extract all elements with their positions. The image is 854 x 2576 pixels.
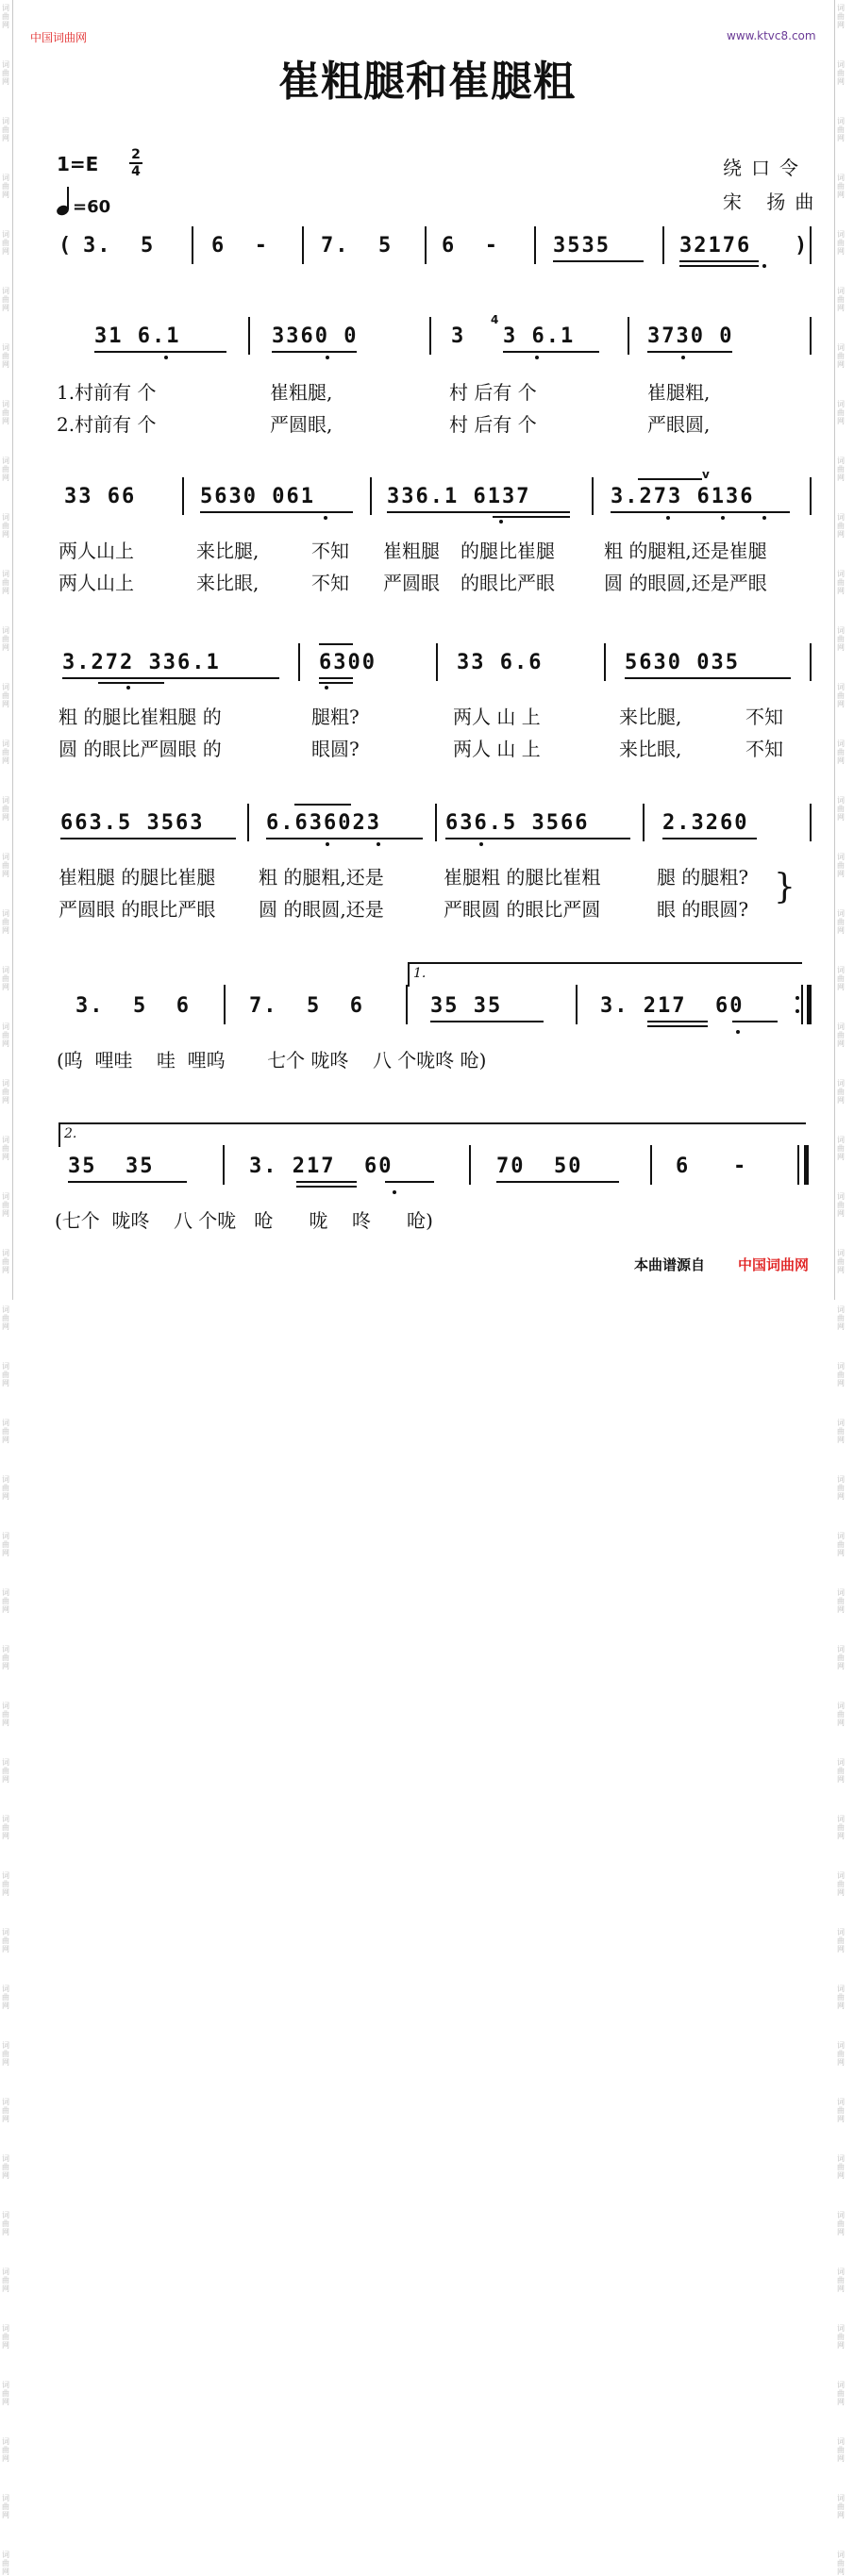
row5-lyric2-d: 眼 的眼圆? — [657, 898, 749, 921]
row2-measure-1: 31 6.1 — [94, 324, 181, 348]
row2-lyric2-c: 村 后有 个 — [449, 413, 537, 436]
watermark-glyph-group: 词 曲 网 — [837, 2268, 845, 2293]
row3-lyric2-c: 不知 — [311, 572, 349, 594]
watermark-glyph-group: 词 曲 网 — [2, 1249, 9, 1274]
watermark-glyph-group: 词 曲 网 — [837, 457, 845, 482]
watermark-glyph-group: 词 曲 网 — [837, 2437, 845, 2463]
watermark-glyph-group: 词 曲 网 — [2, 1702, 9, 1727]
row2-lyric1-b: 崔粗腿, — [270, 381, 333, 404]
watermark-glyph-group: 词 曲 网 — [2, 1532, 9, 1557]
watermark-glyph-group: 词 曲 网 — [837, 683, 845, 708]
row3-lyric1-d: 崔粗腿 — [383, 540, 440, 562]
watermark-glyph-group: 词 曲 网 — [2, 2551, 9, 2576]
watermark-glyph-group: 词 曲 网 — [2, 740, 9, 765]
watermark-glyph-group: 词 曲 网 — [2, 1758, 9, 1784]
row5-lyric2-b: 圆 的眼圆,还是 — [259, 898, 384, 921]
watermark-glyph-group: 词 曲 网 — [837, 626, 845, 652]
row7-measure-2: 3. 217 60 — [249, 1155, 394, 1178]
row3-lyric1-f: 粗 的腿粗,还是崔腿 — [604, 540, 767, 562]
key-signature: 1=E — [57, 153, 99, 175]
row4-lyric1-b: 腿粗? — [311, 706, 360, 728]
watermark-glyph-group: 词 曲 网 — [2, 2041, 9, 2067]
song-title: 崔粗腿和崔腿粗 — [278, 58, 576, 106]
watermark-glyph-group: 词 曲 网 — [2, 1985, 9, 2010]
row7-measure-3: 70 50 — [496, 1155, 583, 1178]
row2-lyric1-c: 村 后有 个 — [449, 381, 537, 404]
row5-lyric2-c: 严眼圆 的眼比严圆 — [444, 898, 601, 921]
watermark-glyph-group: 词 曲 网 — [2, 626, 9, 652]
grace-note: 4 — [491, 313, 499, 326]
watermark-glyph-group: 词 曲 网 — [2, 909, 9, 935]
row7-measure-4: 6 - — [676, 1155, 748, 1178]
watermark-glyph-group: 词 曲 网 — [2, 1136, 9, 1161]
row6-measure-1: 3. 5 6 — [75, 994, 191, 1018]
watermark-glyph-group: 词 曲 网 — [837, 343, 845, 369]
watermark-glyph-group: 词 曲 网 — [2, 230, 9, 256]
row3-lyric2-e: 的眼比严眼 — [460, 572, 555, 594]
watermark-glyph-group: 词 曲 网 — [837, 2098, 845, 2123]
watermark-glyph-group: 词 曲 网 — [837, 2381, 845, 2406]
watermark-glyph-group: 词 曲 网 — [837, 1475, 845, 1501]
row4-lyric2-d: 来比眼, — [619, 738, 682, 760]
watermark-glyph-group: 词 曲 网 — [2, 796, 9, 822]
time-signature — [129, 148, 142, 178]
volta-label-2: 2. — [64, 1126, 77, 1141]
watermark-glyph-group: 词 曲 网 — [2, 1192, 9, 1218]
row2-lyric2-b: 严圆眼, — [270, 413, 333, 436]
watermark-glyph-group: 词 曲 网 — [837, 1192, 845, 1218]
row3-measure-1: 33 66 — [64, 485, 137, 508]
watermark-glyph-group: 词 曲 网 — [837, 4, 845, 29]
row5-measure-2: 6.636023 — [266, 811, 381, 835]
watermark-glyph-group: 词 曲 网 — [837, 1702, 845, 1727]
time-top: 2 — [131, 147, 141, 162]
watermark-glyph-group: 词 曲 网 — [2, 853, 9, 878]
watermark-glyph-group: 词 曲 网 — [2, 60, 9, 86]
row3-measure-4: 3.273 6136 — [611, 485, 755, 508]
tempo-marking — [57, 187, 110, 217]
volta-bracket-1 — [408, 962, 802, 987]
watermark-glyph-group: 词 曲 网 — [837, 1362, 845, 1388]
right-watermark-strip — [834, 0, 846, 2576]
site-name-top-left: 中国词曲网 — [30, 31, 88, 44]
watermark-glyph-group: 词 曲 网 — [837, 513, 845, 539]
watermark-glyph-group: 词 曲 网 — [2, 2098, 9, 2123]
watermark-glyph-group: 词 曲 网 — [837, 1079, 845, 1105]
watermark-glyph-group: 词 曲 网 — [2, 117, 9, 142]
left-watermark-strip — [0, 0, 11, 2576]
watermark-glyph-group: 词 曲 网 — [837, 2494, 845, 2519]
watermark-glyph-group: 词 曲 网 — [837, 1815, 845, 1840]
watermark-glyph-group: 词 曲 网 — [837, 230, 845, 256]
watermark-glyph-group: 词 曲 网 — [2, 513, 9, 539]
watermark-glyph-group: 词 曲 网 — [2, 1645, 9, 1670]
watermark-glyph-group: 词 曲 网 — [2, 287, 9, 312]
intro-close-paren: ) — [795, 234, 810, 258]
watermark-glyph-group: 词 曲 网 — [2, 966, 9, 991]
watermark-glyph-group: 词 曲 网 — [2, 2381, 9, 2406]
row3-lyric2-a: 两人山上 — [59, 572, 134, 594]
watermark-glyph-group: 词 曲 网 — [837, 1419, 845, 1444]
breath-mark: v — [702, 468, 710, 481]
row4-lyric2-b: 眼圆? — [311, 738, 360, 760]
row3-lyric1-a: 两人山上 — [59, 540, 134, 562]
row5-lyric2-a: 严圆眼 的眼比严眼 — [59, 898, 216, 921]
watermark-glyph-group: 词 曲 网 — [2, 457, 9, 482]
intro-measure-2: 6 - — [211, 234, 269, 258]
row7-lyric: (七个 咙咚 八 个咙 呛 咙 咚 呛) — [55, 1209, 433, 1232]
row6-measure-2: 7. 5 6 — [249, 994, 364, 1018]
watermark-glyph-group: 词 曲 网 — [2, 1362, 9, 1388]
row2-lyric2-a: 2.村前有 个 — [57, 413, 157, 436]
watermark-glyph-group: 词 曲 网 — [837, 2211, 845, 2236]
watermark-glyph-group: 词 曲 网 — [2, 1305, 9, 1331]
watermark-glyph-group: 词 曲 网 — [837, 1645, 845, 1670]
row2-lyric1-d: 崔腿粗, — [647, 381, 711, 404]
row2-lyric1-a: 1.村前有 个 — [57, 381, 157, 404]
watermark-glyph-group: 词 曲 网 — [2, 1419, 9, 1444]
watermark-glyph-group: 词 曲 网 — [2, 2268, 9, 2293]
intro-open-paren: ( — [59, 234, 74, 258]
row3-measure-3: 336.1 6137 — [387, 485, 531, 508]
watermark-glyph-group: 词 曲 网 — [2, 570, 9, 595]
row3-measure-2: 5630 061 — [200, 485, 315, 508]
row4-measure-4: 5630 035 — [625, 651, 740, 674]
intro-measure-5: 3535 — [553, 234, 611, 258]
row4-measure-2: 6300 — [319, 651, 377, 674]
watermark-glyph-group: 词 曲 网 — [837, 1985, 845, 2010]
time-bottom: 4 — [131, 164, 141, 179]
row2-lyric2-d: 严眼圆, — [647, 413, 711, 436]
row3-lyric1-c: 不知 — [311, 540, 349, 562]
watermark-glyph-group: 词 曲 网 — [837, 400, 845, 425]
row5-lyric1-c: 崔腿粗 的腿比崔粗 — [444, 866, 601, 889]
watermark-glyph-group: 词 曲 网 — [837, 1588, 845, 1614]
watermark-glyph-group: 词 曲 网 — [837, 853, 845, 878]
watermark-glyph-group: 词 曲 网 — [2, 4, 9, 29]
footer-source-label: 本曲谱源自 — [634, 1256, 706, 1273]
watermark-glyph-group: 词 曲 网 — [837, 796, 845, 822]
row4-lyric2-a: 圆 的眼比严圆眼 的 — [59, 738, 222, 760]
watermark-glyph-group: 词 曲 网 — [837, 2154, 845, 2180]
watermark-glyph-group: 词 曲 网 — [837, 117, 845, 142]
row4-lyric1-a: 粗 的腿比崔粗腿 的 — [59, 706, 222, 728]
row6-lyric: (呜 哩哇 哇 哩呜 七个 咙咚 八 个咙咚 呛) — [57, 1049, 487, 1072]
watermark-glyph-group: 词 曲 网 — [2, 1022, 9, 1048]
watermark-glyph-group: 词 曲 网 — [837, 570, 845, 595]
watermark-glyph-group: 词 曲 网 — [837, 2041, 845, 2067]
row3-lyric1-e: 的腿比崔腿 — [460, 540, 555, 562]
row4-lyric1-d: 来比腿, — [619, 706, 682, 728]
watermark-glyph-group: 词 曲 网 — [837, 966, 845, 991]
intro-measure-6: 32176 — [679, 234, 752, 258]
watermark-glyph-group: 词 曲 网 — [2, 683, 9, 708]
footer-site-name: 中国词曲网 — [738, 1256, 810, 1273]
row5-lyric1-d: 腿 的腿粗? — [657, 866, 749, 889]
watermark-glyph-group: 词 曲 网 — [837, 174, 845, 199]
site-url-top-right: www.ktvc8.com — [727, 29, 816, 42]
row3-lyric2-f: 圆 的眼圆,还是严眼 — [604, 572, 767, 594]
volta-bracket-2 — [59, 1122, 806, 1147]
watermark-glyph-group: 词 曲 网 — [837, 1249, 845, 1274]
watermark-glyph-group: 词 曲 网 — [2, 1475, 9, 1501]
watermark-glyph-group: 词 曲 网 — [2, 343, 9, 369]
row5-measure-3: 636.5 3566 — [445, 811, 590, 835]
row6-measure-4: 3. 217 60 — [600, 994, 745, 1018]
watermark-glyph-group: 词 曲 网 — [837, 1022, 845, 1048]
watermark-glyph-group: 词 曲 网 — [2, 174, 9, 199]
watermark-glyph-group: 词 曲 网 — [2, 2494, 9, 2519]
watermark-glyph-group: 词 曲 网 — [837, 1758, 845, 1784]
watermark-glyph-group: 词 曲 网 — [2, 2437, 9, 2463]
watermark-glyph-group: 词 曲 网 — [2, 2211, 9, 2236]
intro-measure-3: 7. 5 — [321, 234, 394, 258]
row3-lyric2-b: 来比眼, — [196, 572, 260, 594]
lyric-brace: } — [774, 868, 795, 906]
watermark-glyph-group: 词 曲 网 — [837, 1532, 845, 1557]
watermark-glyph-group: 词 曲 网 — [837, 2324, 845, 2350]
watermark-glyph-group: 词 曲 网 — [2, 400, 9, 425]
row5-lyric1-b: 粗 的腿粗,还是 — [259, 866, 384, 889]
row6-measure-3: 35 35 — [430, 994, 503, 1018]
watermark-glyph-group: 词 曲 网 — [2, 1871, 9, 1897]
row3-lyric1-b: 来比腿, — [196, 540, 260, 562]
watermark-glyph-group: 词 曲 网 — [2, 1079, 9, 1105]
watermark-glyph-group: 词 曲 网 — [837, 1928, 845, 1953]
watermark-glyph-group: 词 曲 网 — [837, 287, 845, 312]
row4-lyric2-c: 两人 山 上 — [453, 738, 541, 760]
row4-lyric2-e: 不知 — [745, 738, 783, 760]
watermark-glyph-group: 词 曲 网 — [837, 60, 845, 86]
row4-lyric1-c: 两人 山 上 — [453, 706, 541, 728]
intro-measure-1: 3. 5 — [83, 234, 156, 258]
row2-measure-4: 3730 0 — [647, 324, 734, 348]
row4-measure-1: 3.272 336.1 — [62, 651, 221, 674]
watermark-glyph-group: 词 曲 网 — [837, 1305, 845, 1331]
intro-measure-4: 6 - — [442, 234, 499, 258]
watermark-glyph-group: 词 曲 网 — [837, 909, 845, 935]
watermark-glyph-group: 词 曲 网 — [2, 1815, 9, 1840]
row5-lyric1-a: 崔粗腿 的腿比崔腿 — [59, 866, 216, 889]
row7-measure-1: 35 35 — [68, 1155, 155, 1178]
row5-measure-4: 2.3260 — [662, 811, 749, 835]
row2-measure-3a: 3 — [451, 324, 466, 348]
tempo-value: =60 — [73, 197, 111, 217]
watermark-glyph-group: 词 曲 网 — [2, 1588, 9, 1614]
row5-measure-1: 663.5 3563 — [60, 811, 205, 835]
watermark-glyph-group: 词 曲 网 — [837, 1136, 845, 1161]
volta-label-1: 1. — [413, 966, 427, 981]
watermark-glyph-group: 词 曲 网 — [2, 1928, 9, 1953]
watermark-glyph-group: 词 曲 网 — [837, 2551, 845, 2576]
genre-label: 绕口令 — [723, 157, 808, 179]
row4-lyric1-e: 不知 — [745, 706, 783, 728]
row2-measure-2: 3360 0 — [272, 324, 359, 348]
composer-credit: 宋 扬曲 — [723, 191, 824, 213]
watermark-glyph-group: 词 曲 网 — [837, 1871, 845, 1897]
watermark-glyph-group: 词 曲 网 — [2, 2154, 9, 2180]
row2-measure-3b: 3 6.1 — [503, 324, 576, 348]
row3-lyric2-d: 严圆眼 — [383, 572, 440, 594]
watermark-glyph-group: 词 曲 网 — [837, 740, 845, 765]
row4-measure-3: 33 6.6 — [457, 651, 544, 674]
watermark-glyph-group: 词 曲 网 — [2, 2324, 9, 2350]
